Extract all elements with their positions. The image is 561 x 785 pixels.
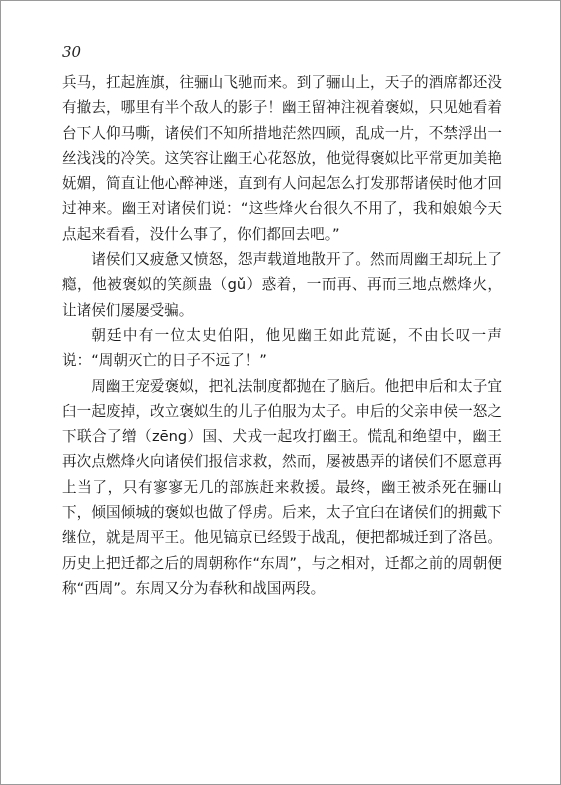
- paragraph: 周幽王宠爱褒姒，把礼法制度都抛在了脑后。他把申后和太子宜臼一起废掉，改立褒姒生的儿子伯服为太子。申后的父亲申侯一怒之下联合了缯（zēng）国、犬戎一起攻打幽王。慌乱和绝望中，幽王再次点燃烽火向诸侯们报信求救，然而，屡被愚弄的诸侯们不愿意再上当了，只有寥寥无几的部族赶来救援。最终，幽王被杀死在骊山下，倾国倾城的褒姒也做了俘虏。后来，太子宜臼在诸侯们的拥戴下继位，就是周平王。他见镐京已经毁于战乱，便把都城迁到了洛邑。历史上把迁都之后的周朝称作“东周”，与之相对，迁都之前的周朝便称“西周”。东周又分为春秋和战国两段。: [62, 377, 502, 597]
- body-text: [62, 70, 502, 601]
- paragraph: 兵马，扛起旌旗，往骊山飞驰而来。到了骊山上，天子的酒席都还没有撤去，哪里有半个敌人的影子！幽王留神注视着褒姒，只见她看着台下人仰马嘶，诸侯们不知所措地茫然四顾，乱成一片，不禁浮出一丝浅浅的冷笑。这笑容让幽王心花怒放，他觉得褒姒比平常更加美艳妩媚，简直让他心醉神迷，直到有人问起怎么打发那帮诸侯时他才回过神来。幽王对诸侯们说：“这些烽火台很久不用了，我和娘娘今天点起来看看，没什么事了，你们都回去吧。”: [62, 74, 502, 243]
- paragraph: 诸侯们又疲惫又愤怒，怨声载道地散开了。然而周幽王却玩上了瘾，他被褒姒的笑颜蛊（gǔ）惑着，一而再、再而三地点燃烽火，让诸侯们屡屡受骗。: [62, 251, 502, 319]
- page-number: 30: [62, 43, 82, 61]
- paragraph: 朝廷中有一位太史伯阳，他见幽王如此荒诞，不由长叹一声说：“周朝灭亡的日子不远了！”: [62, 326, 502, 370]
